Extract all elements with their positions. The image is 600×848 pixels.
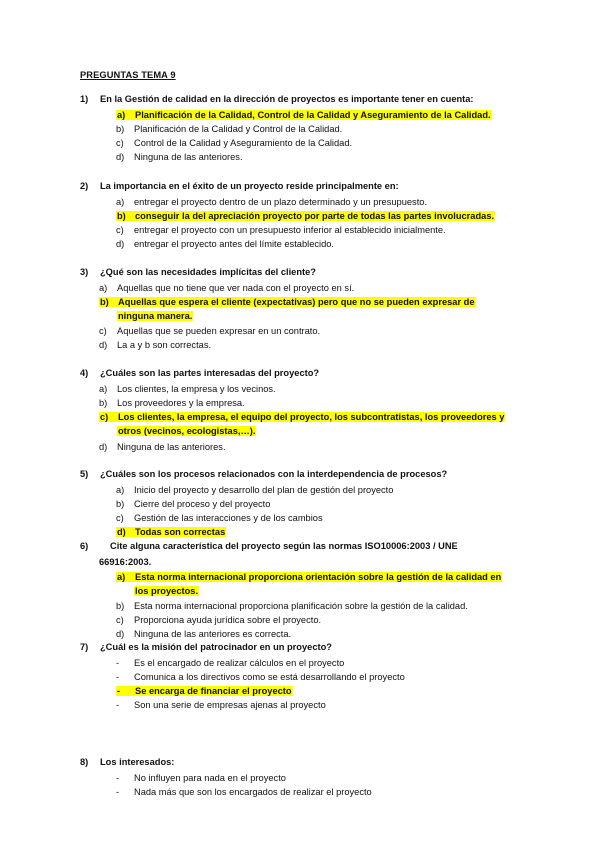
question-number: 2) — [80, 181, 89, 191]
option-6d: d) Ninguna de las anteriores es correcta. — [116, 629, 292, 639]
option-5a: a) Inicio del proyecto y desarrollo del plan de gestión del proyecto — [116, 485, 394, 495]
question-text: ¿Cuáles son los procesos relacionados con la interdependencia de procesos? — [100, 469, 448, 479]
option-2c: c) entregar el proyecto con un presupuesto inferior al establecido inicialmente. — [116, 225, 446, 235]
option-6a: a) Esta norma internacional proporciona orientación sobre la gestión de la calidad en — [117, 572, 502, 582]
option-5b: b) Cierre del proceso y del proyecto — [116, 499, 271, 509]
question-number: 5) — [80, 469, 89, 479]
option-8-1: - No influyen para nada en el proyecto — [116, 773, 286, 783]
question-number: 6) — [80, 541, 89, 551]
option-3c: c) Aquellas que se pueden expresar en un contrato. — [99, 326, 321, 336]
option-1d: d) Ninguna de las anteriores. — [116, 152, 243, 162]
option-4d: d) Ninguna de las anteriores. — [99, 442, 226, 452]
option-3b: b) Aquellas que espera el cliente (expectativas) pero que no se pueden expresar de — [100, 297, 475, 307]
question-text: ¿Cuál es la misión del patrocinador en un proyecto? — [100, 642, 332, 652]
option-4c: c) Los clientes, la empresa, el equipo del proyecto, los subcontratistas, los proveedores y — [100, 412, 505, 422]
question-6-continued: 66916:2003. — [99, 557, 152, 567]
option-3d: d) La a y b son correctas. — [99, 340, 212, 350]
option-7-1: - Es el encargado de realizar cálculos en el proyecto — [116, 658, 345, 668]
option-7-2: - Comunica a los directivos como se está desarrollando el proyecto — [116, 672, 405, 682]
option-2b: b) conseguir la del apreciación proyecto por parte de todas las partes involucradas. — [117, 211, 495, 221]
question-number: 4) — [80, 368, 89, 378]
option-4a: a) Los clientes, la empresa y los vecinos. — [99, 384, 276, 394]
question-text: En la Gestión de calidad en la dirección de proyectos es importante tener en cuenta: — [100, 94, 474, 104]
page-title: PREGUNTAS TEMA 9 — [80, 70, 176, 80]
option-5d: d) Todas son correctas — [117, 527, 226, 537]
option-7-3: - Se encarga de financiar el proyecto — [117, 686, 292, 696]
option-8-2: - Nada más que son los encargados de realizar el proyecto — [116, 787, 372, 797]
option-3a: a) Aquellas que no tiene que ver nada con el proyecto en sí. — [99, 283, 355, 293]
question-number: 1) — [80, 94, 89, 104]
option-1b: b) Planificación de la Calidad y Control de la Calidad. — [116, 124, 343, 134]
option-7-4: - Son una serie de empresas ajenas al proyecto — [116, 700, 326, 710]
option-1c: c) Control de la Calidad y Aseguramiento de la Calidad. — [116, 138, 353, 148]
question-text: Cite alguna característica del proyecto según las normas ISO10006:2003 / UNE — [110, 541, 458, 551]
option-4c-continued: otros (vecinos, ecologistas,…). — [118, 426, 256, 436]
question-number: 8) — [80, 757, 89, 767]
question-number: 3) — [80, 267, 89, 277]
option-1a: a) Planificación de la Calidad, Control de la Calidad y Aseguramiento de la Calidad. — [117, 110, 491, 120]
option-6a-continued: los proyectos. — [135, 586, 199, 596]
option-6b: b) Esta norma internacional proporciona planificación sobre la gestión de la calidad. — [116, 601, 468, 611]
option-6c: c) Proporciona ayuda jurídica sobre el proyecto. — [116, 615, 322, 625]
question-text: Los interesados: — [100, 757, 175, 767]
option-2d: d) entregar el proyecto antes del límite establecido. — [116, 239, 334, 249]
question-text: La importancia en el éxito de un proyecto reside principalmente en: — [100, 181, 399, 191]
option-4b: b) Los proveedores y la empresa. — [99, 398, 245, 408]
question-text: ¿Qué son las necesidades implícitas del cliente? — [100, 267, 316, 277]
option-5c: c) Gestión de las interacciones y de los cambios — [116, 513, 323, 523]
option-3b-continued: ninguna manera. — [118, 311, 193, 321]
question-text: ¿Cuáles son las partes interesadas del proyecto? — [100, 368, 320, 378]
option-2a: a) entregar el proyecto dentro de un plazo determinado y un presupuesto. — [116, 197, 428, 207]
question-number: 7) — [80, 642, 89, 652]
